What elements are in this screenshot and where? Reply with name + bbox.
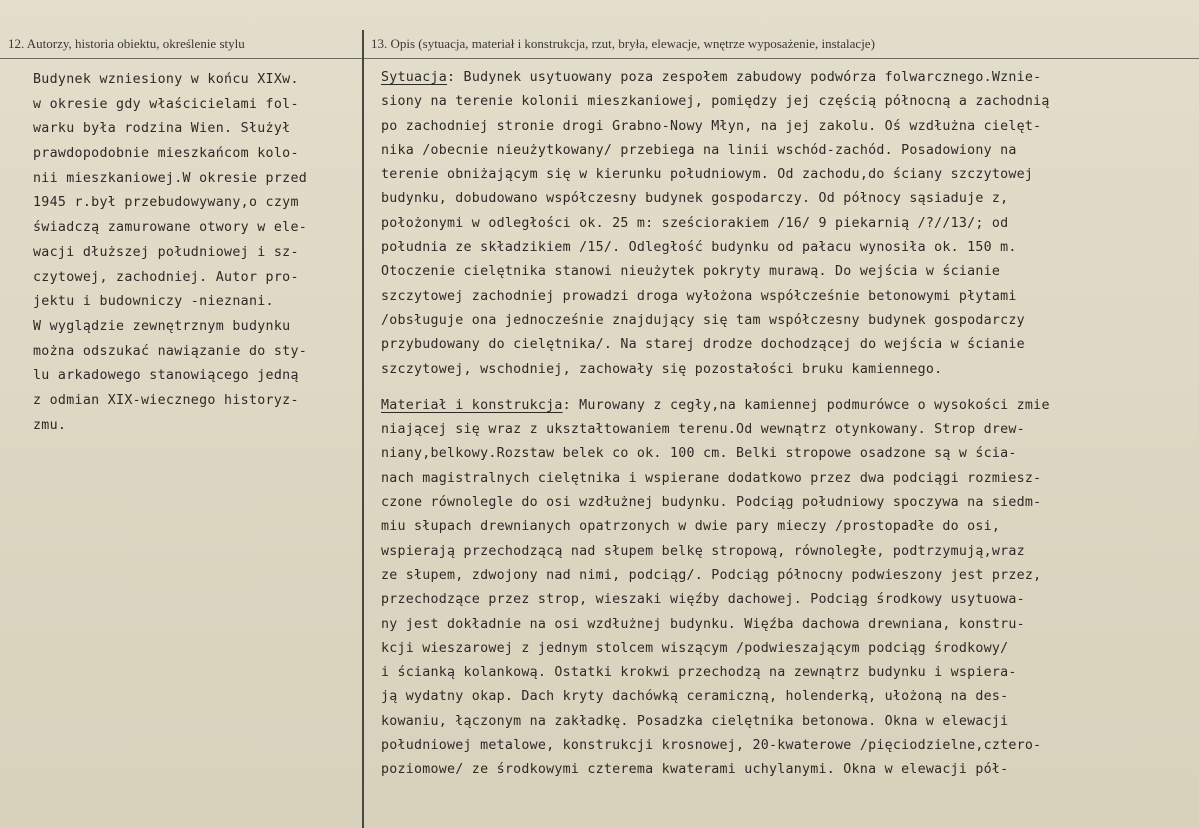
- situation-line: nika /obecnie nieużytkowany/ przebiega na linii wschód-zachód. Posadowiony na: [381, 142, 1017, 158]
- situation-line: terenie obniżającym się w kierunku południowym. Od zachodu,do ściany szczytowej: [381, 167, 1034, 183]
- history-line: wacji dłuższej południowej i sz-: [33, 244, 299, 260]
- situation-line: siony na terenie kolonii mieszkaniowej, pomiędzy jej częścią północną a zachodnią: [381, 94, 1050, 110]
- situation-line: południa ze składzikiem /15/. Odległość budynku od pałacu wynosiła ok. 150 m.: [381, 240, 1017, 256]
- history-line: jektu i budowniczy -nieznani.: [33, 294, 274, 310]
- history-line: W wyglądzie zewnętrznym budynku: [33, 318, 291, 334]
- material-line: południowej metalowe, konstrukcji krosnowej, 20-kwaterowe /pięciodzielne,cztero-: [381, 738, 1042, 754]
- material-line: kowaniu, łączonym na zakładkę. Posadzka cielętnika betonowa. Okna w elewacji: [381, 713, 1009, 729]
- material-line: przechodzące przez strop, wieszaki więźby dachowej. Podciąg środkowy usytuowa-: [381, 592, 1025, 608]
- situation-line: przybudowany do cielętnika/. Na starej drodze dochodzącej do wejścia w ścianie: [381, 337, 1025, 353]
- history-line: zmu.: [33, 417, 67, 433]
- history-line: 1945 r.był przebudowywany,o czym: [33, 195, 299, 211]
- situation-heading: Sytuacja: [381, 70, 448, 85]
- history-line: czytowej, zachodniej. Autor pro-: [33, 269, 299, 285]
- history-line: Budynek wzniesiony w końcu XIXw.: [33, 72, 299, 87]
- material-line: nach magistralnych cielętnika i wspierane dodatkowo przez dwa podciągi rozmiesz-: [381, 470, 1042, 486]
- history-line: można odszukać nawiązanie do sty-: [33, 343, 308, 359]
- history-line: z odmian XIX-wiecznego historyz-: [33, 392, 299, 408]
- material-line: ny jest dokładnie na osi wzdłużnej budynku. Więźba dachowa drewniana, konstru-: [381, 616, 1025, 632]
- situation-line: szczytowej zachodniej prowadzi droga wyłożona współcześnie betonowymi płytami: [381, 288, 1017, 304]
- field-12-header: 12. Autorzy, historia obiektu, określenie stylu: [8, 36, 245, 51]
- material-first-line: [381, 394, 1199, 418]
- material-line: poziomowe/ ze środkowymi czterema kwaterami uchylanymi. Okna w elewacji pół-: [381, 762, 1009, 778]
- material-line: ze słupem, zdwojony nad nimi, podciąg/. Podciąg północny podwieszony jest przez,: [381, 567, 1042, 583]
- history-line: lu arkadowego stanowiącego jedną: [33, 368, 299, 384]
- history-line: świadczą zamurowane otwory w ele-: [33, 220, 308, 236]
- situation-line: położonymi w odległości ok. 25 m: sześciorakiem /16/ 9 piekarnią /?//13/; od: [381, 215, 1009, 231]
- material-first-line-text: : Murowany z cegły,na kamiennej podmurówce o wysokości zmie: [562, 397, 1050, 413]
- history-line: nii mieszkaniowej.W okresie przed: [33, 170, 308, 186]
- situation-first-line-text: : Budynek usytuowany poza zespołem zabudowy podwórza folwarcznego.Wznie-: [447, 70, 1042, 85]
- field-13-header: 13. Opis (sytuacja, materiał i konstrukcja, rzut, bryła, elewacje, wnętrze wyposażenie, instalacje): [371, 36, 875, 51]
- material-line: czone równolegle do osi wzdłużnej budynku. Podciąg południowy spoczywa na siedm-: [381, 495, 1042, 511]
- description-text-column: [381, 66, 1199, 783]
- situation-line: po zachodniej stronie drogi Grabno-Nowy Młyn, na jej zakolu. Oś wzdłużna cielęt-: [381, 118, 1042, 134]
- material-line: wspierają przechodzącą nad słupem belkę stropową, równoległe, podtrzymują,wraz: [381, 543, 1025, 559]
- material-line: miu słupach drewnianych opatrzonych w dwie pary mieczy /prostopadłe do osi,: [381, 519, 1001, 535]
- material-line: ją wydatny okap. Dach kryty dachówką ceramiczną, holenderką, ułożoną na des-: [381, 689, 1009, 705]
- history-text-column: [33, 68, 363, 438]
- material-line: i ścianką kolankową. Ostatki krokwi przechodzą na zewnątrz budynku i wspiera-: [381, 665, 1017, 681]
- material-heading: Materiał i konstrukcja: [381, 397, 563, 413]
- paragraph-gap: [381, 382, 1199, 394]
- situation-line: szczytowej, wschodniej, zachowały się pozostałości bruku kamiennego.: [381, 361, 943, 377]
- history-line: prawdopodobnie mieszkańcom kolo-: [33, 146, 299, 162]
- history-line: warku była rodzina Wien. Służył: [33, 121, 291, 137]
- material-line: kcji wieszarowej z jednym stolcem wiszącym /podwieszającym podciąg środkowy/: [381, 640, 1009, 656]
- header-divider: [0, 58, 1199, 59]
- situation-first-line: [381, 66, 1199, 90]
- material-line: niającej się wraz z ukształtowaniem terenu.Od wewnątrz otynkowany. Strop drew-: [381, 422, 1025, 438]
- situation-line: budynku, dobudowano współczesny budynek gospodarczy. Od północy sąsiaduje z,: [381, 191, 1009, 207]
- history-line: w okresie gdy właścicielami fol-: [33, 96, 299, 112]
- situation-line: Otoczenie cielętnika stanowi nieużytek pokryty murawą. Do wejścia w ścianie: [381, 264, 1001, 280]
- material-line: niany,belkowy.Rozstaw belek co ok. 100 cm. Belki stropowe osadzone są w ścia-: [381, 446, 1017, 462]
- situation-line: /obsługuje ona jednocześnie znajdujący się tam współczesny budynek gospodarczy: [381, 312, 1025, 328]
